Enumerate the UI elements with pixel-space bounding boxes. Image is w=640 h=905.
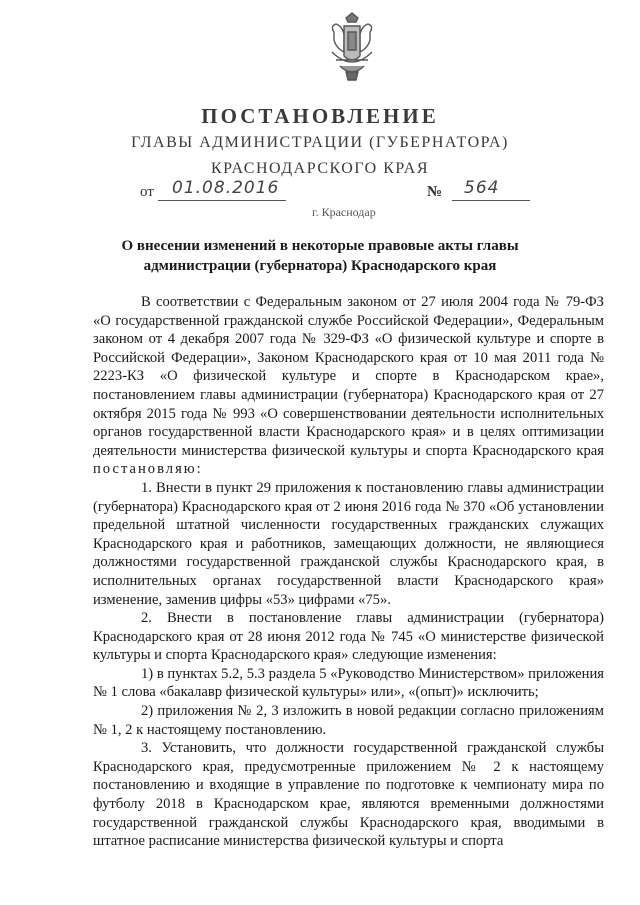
preamble-paragraph bbox=[93, 293, 604, 479]
city-label: г. Краснодар bbox=[312, 205, 376, 219]
clause-3: 3. Установить, что должности государственной гражданской службы Краснодарского края, предусмотренные приложением № 2 к настоящему постановлению и входящие в управление по подготовке к чемпионату мира по футболу 2018 в Краснодарском крае, являются временными должностями государственной гражданской службы Краснодарского края, вводимыми в штатное расписание министерства физической культуры и спорта bbox=[93, 740, 604, 850]
clause-2: 2. Внести в постановление главы администрации (губернатора) Краснодарского края от 28 июня 2012 года № 745 «О министерстве физической культуры и спорта Краснодарского края» следующие изменения: bbox=[93, 610, 604, 664]
date-prefix: от bbox=[140, 184, 154, 200]
document-type-heading: ПОСТАНОВЛЕНИЕ bbox=[201, 104, 439, 128]
number-prefix: № bbox=[427, 184, 443, 200]
document-title-line-1: О внесении изменений в некоторые правовые акты главы bbox=[121, 238, 519, 254]
issuer-line-2: КРАСНОДАРСКОГО КРАЯ bbox=[211, 160, 429, 177]
document-title bbox=[100, 236, 540, 276]
handwritten-number: 564 bbox=[464, 178, 500, 198]
document-title-line-2: администрации (губернатора) Краснодарского края bbox=[143, 258, 497, 274]
issuer-line-1: ГЛАВЫ АДМИНИСТРАЦИИ (ГУБЕРНАТОРА) bbox=[131, 134, 509, 151]
coat-of-arms-icon bbox=[326, 12, 378, 84]
number-field bbox=[452, 178, 530, 201]
clause-1: 1. Внести в пункт 29 приложения к постановлению главы администрации (губернатора) Краснодарского края от 2 июня 2016 года № 370 «Об установлении предельной штатной численности государственных гражданских служащих Краснодарского края и работников, замещающих должности, не являющиеся должностями государственной гражданской службы Краснодарского края, в исполнительных органах государственной власти Краснодарского края» изменение, заменив цифры «53» цифрами «75». bbox=[93, 479, 604, 608]
clause-2-item-1: 1) в пунктах 5.2, 5.3 раздела 5 «Руководство Министерством» приложения № 1 слова «бакалавр физической культуры» или», «(опыт)» исключить; bbox=[93, 665, 604, 701]
handwritten-date: 01.08.2016 bbox=[172, 178, 280, 198]
clause-2-item-2: 2) приложения № 2, 3 изложить в новой редакции согласно приложениям № 1, 2 к настоящему постановлению. bbox=[93, 703, 604, 738]
document-body bbox=[93, 293, 604, 851]
date-field bbox=[158, 178, 286, 201]
preamble-text: В соответствии с Федеральным законом от 27 июля 2004 года № 79-ФЗ «О государственной гражданской службе Российской Федерации», Федеральным законом от 4 декабря 2007 года № 329-ФЗ «О физической культуре и спорте в Российской Федерации», Законом Краснодарского края от 10 мая 2011 года № 2223-КЗ «О физической культуре и спорте в Краснодарском крае», постановлением главы администрации (губернатора) Краснодарского края от 27 октября 2015 года № 993 «О совершенствовании деятельности исполнительных органов государственной власти Краснодарского края» и в целях оптимизации деятельности министерства физической культуры и спорта Краснодарского края bbox=[93, 294, 604, 459]
resolution-keyword: постановляю: bbox=[93, 461, 203, 478]
